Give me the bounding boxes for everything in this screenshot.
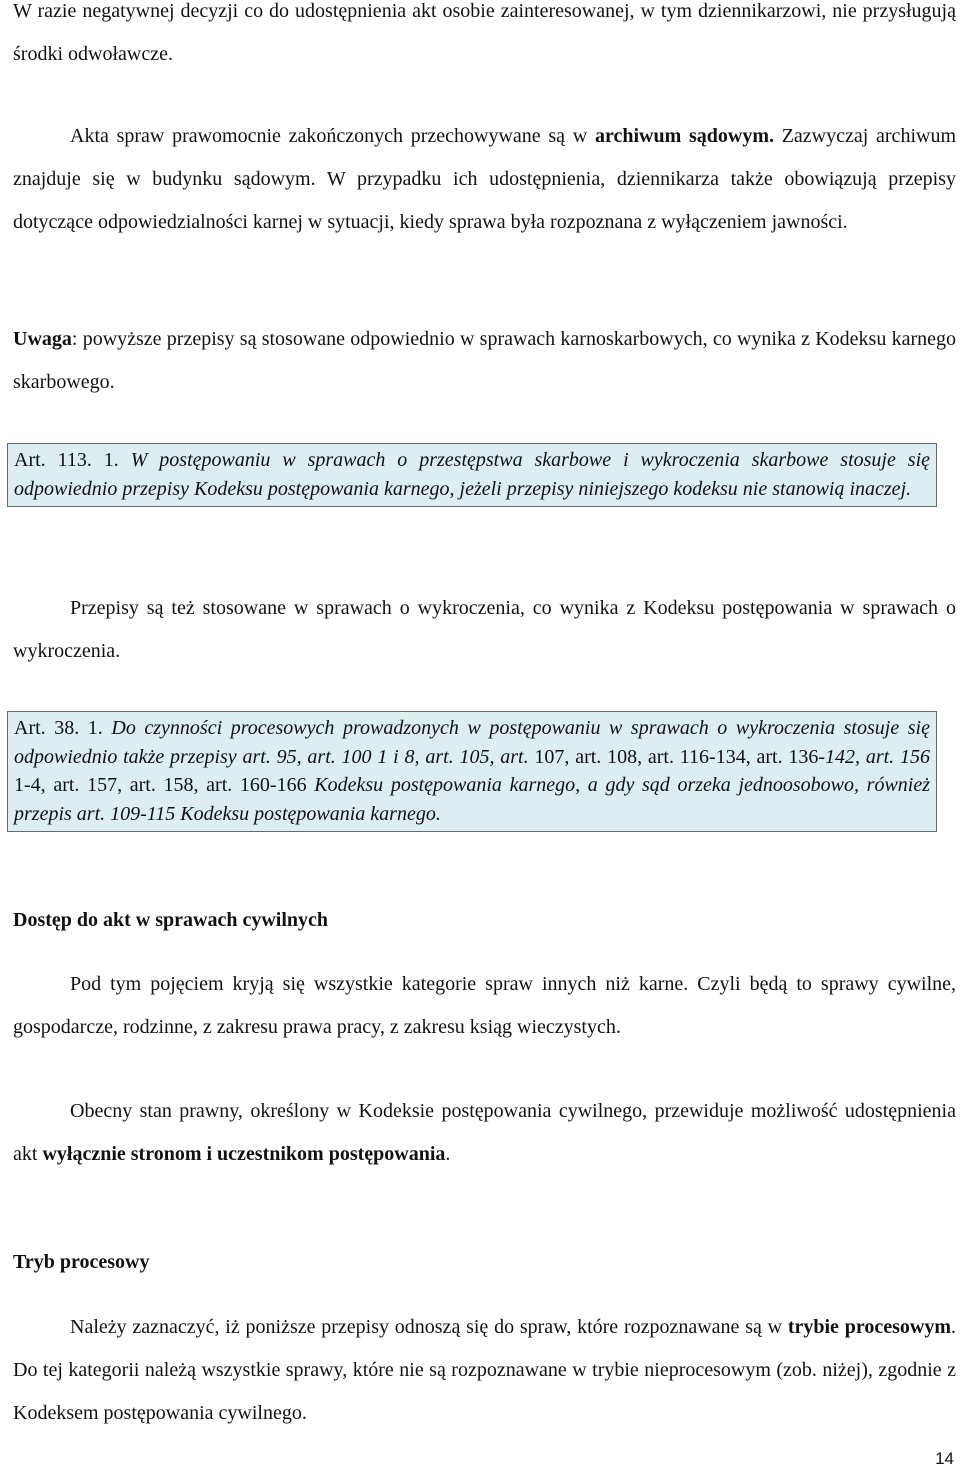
paragraph-archive: Akta spraw prawomocnie zakończonych przechowywane są w archiwum sądowym. Zazwyczaj archiwum znajduje się w budynku sądowym. W przypadku ich udostępnienia, dziennikarza także obowiązują przepisy dotyczące odpowiedzialności karnej w sytuacji, kiedy sprawa była rozpoznana z wyłączeniem jawności. <box>13 125 956 233</box>
heading-procedural-mode: Tryb procesowy <box>13 1251 150 1273</box>
heading-civil-access: Dostęp do akt w sprawach cywilnych <box>13 909 329 931</box>
paragraph-offences: Przepisy są też stosowane w sprawach o wykroczenia, co wynika z Kodeksu postępowania w sprawach o wykroczenia. <box>13 597 956 662</box>
paragraph-current-law: Obecny stan prawny, określony w Kodeksie postępowania cywilnego, przewiduje możliwość udostępnienia akt wyłącznie stronom i uczestnikom postępowania. <box>13 1100 956 1165</box>
section-sign: 1. <box>91 449 119 471</box>
paragraph-appeal: W razie negatywnej decyzji co do udostępnienia akt osobie zainteresowanej, w tym dziennikarzowi, nie przysługują środki odwoławcze. <box>13 0 956 65</box>
quote-box-art-38: Art. 38. 1. Do czynności procesowych prowadzonych w postępowaniu w sprawach o wykroczenia stosuje się odpowiednio także przepisy art. 95, art. 100 1 i 8, art. 105, art. 107, art. 108, art. 116-134, art. 136-142, art. 156 1-4, art. 157, art. 158, art. 160-166 Kodeksu postępowania karnego, a gdy sąd orzeka jednoosobowo, również przepis art. 109-115 Kodeksu postępowania karnego. <box>7 711 937 832</box>
page-number: 14 <box>935 1449 954 1468</box>
quote-box-art-113: Art. 113. 1. W postępowaniu w sprawach o przestępstwa skarbowe i wykroczenia skarbowe stosuje się odpowiednio przepisy Kodeksu postępowania karnego, jeżeli przepisy niniejszego kodeksu nie stanowią inaczej. <box>7 443 937 507</box>
paragraph-note: Uwaga: powyższe przepisy są stosowane odpowiednio w sprawach karnoskarbowych, co wynika z Kodeksu karnego skarbowego. <box>13 328 956 393</box>
paragraph-civil-categories: Pod tym pojęciem kryją się wszystkie kategorie spraw innych niż karne. Czyli będą to sprawy cywilne, gospodarcze, rodzinne, z zakresu prawa pracy, z zakresu ksiąg wieczystych. <box>13 973 956 1038</box>
section-sign: 1. <box>79 717 103 739</box>
paragraph-procedural: Należy zaznaczyć, iż poniższe przepisy odnoszą się do spraw, które rozpoznawane są w trybie procesowym. Do tej kategorii należą wszystkie sprawy, które nie są rozpoznawane w trybie nieprocesowym (zob. niżej), zgodnie z Kodeksem postępowania cywilnego. <box>13 1316 956 1424</box>
